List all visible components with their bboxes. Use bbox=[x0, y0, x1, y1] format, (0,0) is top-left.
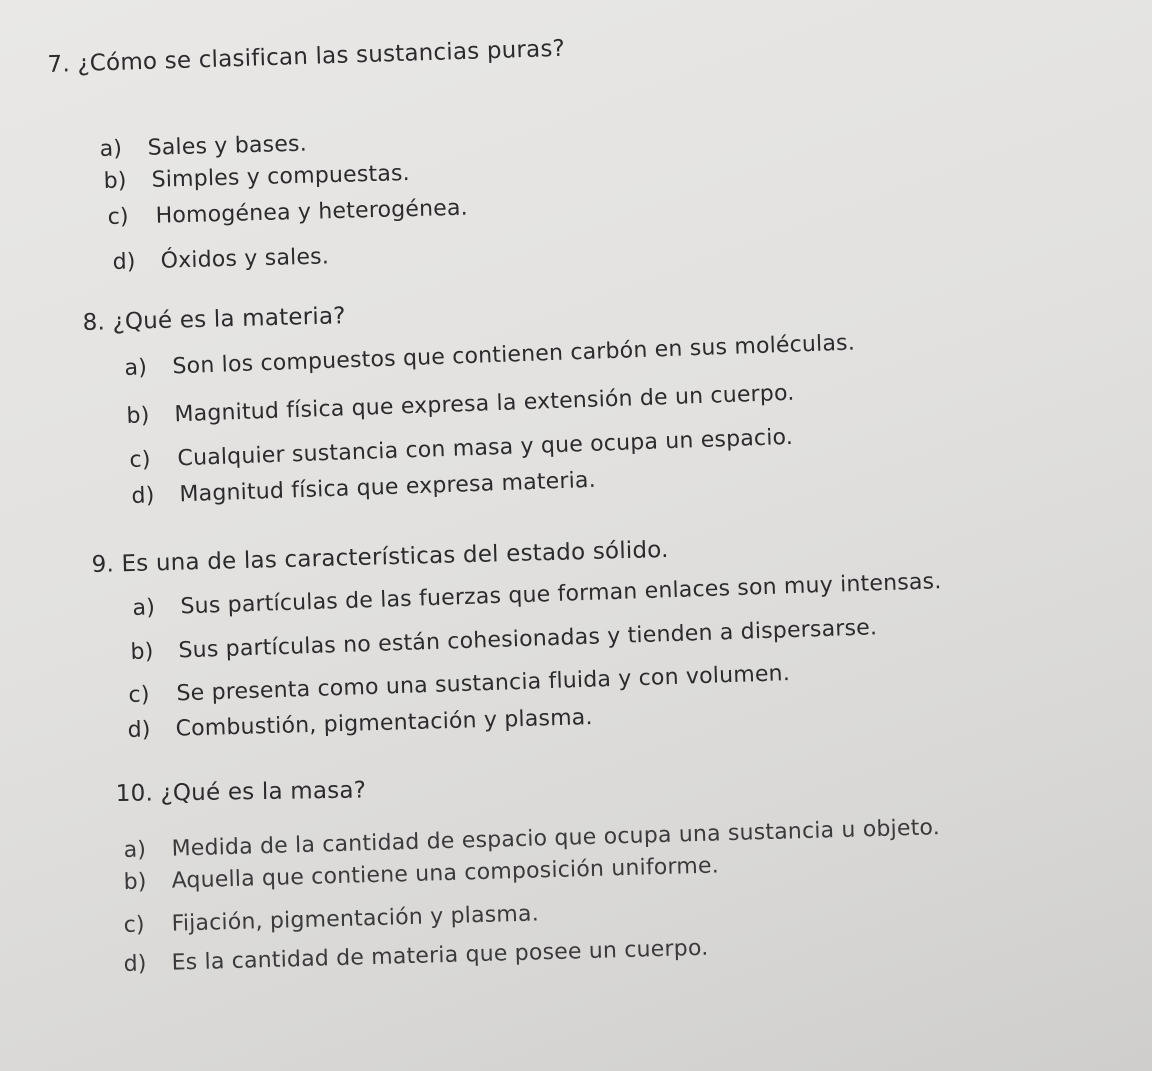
option-letter: a) bbox=[99, 136, 123, 162]
option-text: Magnitud física que expresa materia. bbox=[179, 467, 597, 508]
option-letter: a) bbox=[124, 355, 148, 381]
option-letter: b) bbox=[130, 639, 154, 665]
question-8-option-b bbox=[126, 381, 795, 429]
question-10-option-a bbox=[123, 815, 940, 863]
option-letter: d) bbox=[112, 249, 136, 275]
option-letter: c) bbox=[123, 912, 146, 938]
option-letter: a) bbox=[132, 595, 156, 621]
question-10-option-d bbox=[123, 936, 708, 977]
question-9-option-a bbox=[132, 569, 942, 621]
question-7-option-c bbox=[107, 196, 468, 230]
option-text: Simples y compuestas. bbox=[151, 160, 411, 193]
question-7-title: 7. ¿Cómo se clasifican las sustancias puras? bbox=[47, 35, 566, 78]
question-8-option-d bbox=[131, 468, 596, 509]
option-text: Sus partículas no están cohesionadas y tienden a dispersarse. bbox=[178, 615, 878, 664]
option-letter: c) bbox=[129, 447, 152, 473]
option-text: Son los compuestos que contienen carbón en sus moléculas. bbox=[172, 330, 856, 380]
question-9-option-b bbox=[130, 615, 877, 665]
option-letter: d) bbox=[131, 483, 155, 509]
question-9-option-d bbox=[127, 705, 593, 743]
question-9-option-c bbox=[128, 661, 790, 708]
option-text: Es la cantidad de materia que posee un cuerpo. bbox=[171, 935, 709, 976]
question-10-title: 10. ¿Qué es la masa? bbox=[115, 777, 367, 807]
option-letter: c) bbox=[128, 682, 151, 708]
question-8-option-c bbox=[129, 425, 793, 473]
option-letter: b) bbox=[103, 168, 127, 194]
option-letter: c) bbox=[107, 204, 130, 230]
option-text: Combustión, pigmentación y plasma. bbox=[175, 705, 593, 742]
option-text: Medida de la cantidad de espacio que ocupa una sustancia u objeto. bbox=[171, 815, 941, 862]
option-text: Magnitud física que expresa la extensión de un cuerpo. bbox=[174, 380, 795, 428]
option-text: Se presenta como una sustancia fluida y con volumen. bbox=[176, 661, 791, 707]
question-10-option-c bbox=[123, 901, 539, 938]
option-text: Sales y bases. bbox=[147, 131, 308, 161]
option-letter: a) bbox=[123, 837, 147, 863]
option-letter: b) bbox=[126, 403, 150, 429]
question-8-option-a bbox=[124, 331, 855, 381]
option-letter: b) bbox=[123, 869, 147, 895]
option-text: Cualquier sustancia con masa y que ocupa un espacio. bbox=[177, 424, 794, 472]
question-9-title: 9. Es una de las características del estado sólido. bbox=[91, 536, 669, 578]
question-8-title: 8. ¿Qué es la materia? bbox=[82, 303, 346, 336]
option-text: Homogénea y heterogénea. bbox=[155, 195, 469, 229]
option-text: Sus partículas de las fuerzas que forman enlaces son muy intensas. bbox=[180, 569, 942, 620]
option-text: Aquella que contiene una composición uniforme. bbox=[171, 853, 720, 894]
question-7-option-b bbox=[103, 161, 410, 194]
option-text: Óxidos y sales. bbox=[160, 244, 330, 274]
question-7-option-d bbox=[112, 244, 329, 275]
question-7-option-a bbox=[99, 132, 307, 162]
option-letter: d) bbox=[127, 717, 151, 743]
option-letter: d) bbox=[123, 951, 147, 977]
option-text: Fijación, pigmentación y plasma. bbox=[171, 901, 540, 937]
